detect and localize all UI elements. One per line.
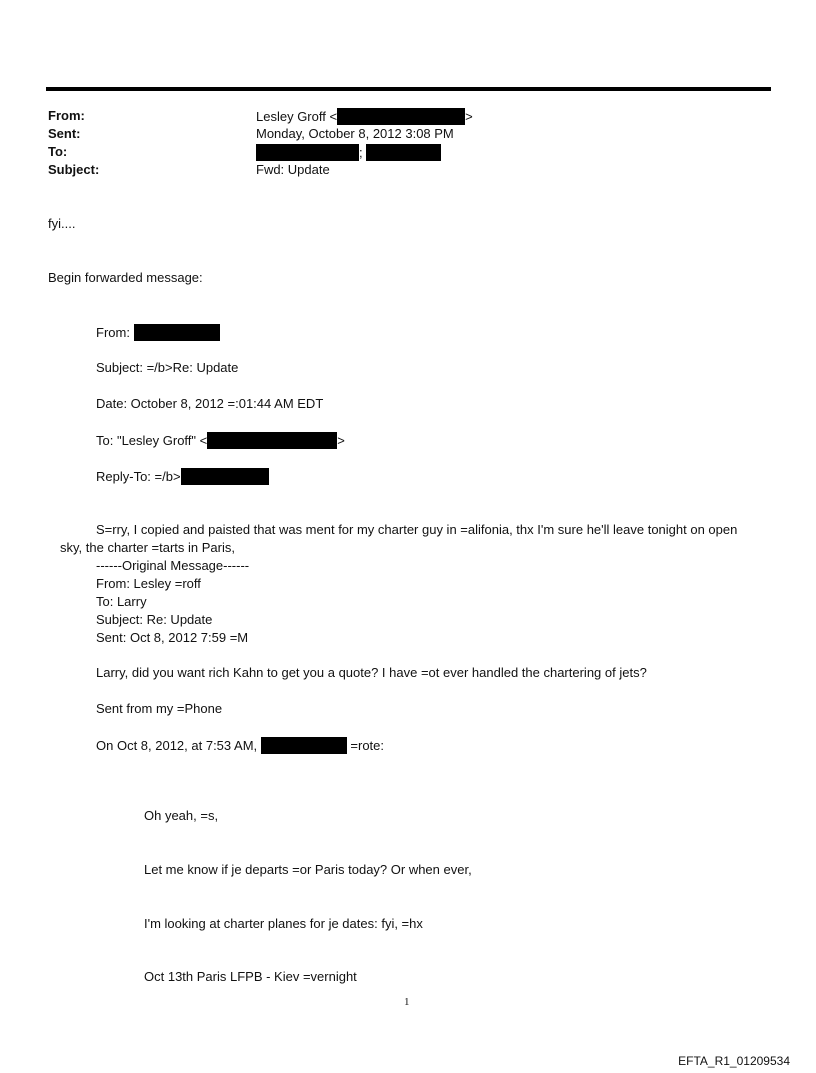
fwd-replyto: [96, 468, 269, 485]
redaction-box: [366, 144, 441, 161]
original-to: To: Larry: [96, 594, 147, 609]
fwd-from-label: From:: [96, 325, 130, 340]
original-sent: Sent: Oct 8, 2012 7:59 =M: [96, 630, 249, 645]
fwd-to: [96, 432, 345, 449]
on-date-suffix: =rote:: [350, 738, 385, 753]
larry-question: Larry, did you want rich Kahn to get you a quote? I have =ot ever handled the chartering of jets?: [96, 665, 647, 680]
from-bracket: >: [465, 109, 473, 124]
sent-from-phone: Sent from my =Phone: [96, 701, 223, 716]
to-label: To:: [48, 144, 68, 159]
redaction-box: [207, 432, 337, 449]
from-label: From:: [48, 108, 85, 123]
intro-text: fyi....: [48, 216, 76, 231]
quote-line-3: I'm looking at charter planes for je dates: fyi, =hx: [144, 916, 423, 931]
sent-value: Monday, October 8, 2012 3:08 PM: [256, 126, 454, 141]
fwd-to-suffix: >: [337, 433, 345, 448]
begin-forwarded: Begin forwarded message:: [48, 270, 203, 285]
fwd-from: [96, 324, 220, 341]
subject-label: Subject:: [48, 162, 100, 177]
quote-line-1: Oh yeah, =s,: [144, 808, 219, 823]
quote-line-2: Let me know if je departs =or Paris today? Or when ever,: [144, 862, 472, 877]
fwd-replyto-prefix: Reply-To: =/b>: [96, 469, 181, 484]
redaction-box: [256, 144, 359, 161]
document-id: EFTA_R1_01209534: [678, 1054, 790, 1068]
to-separator: ;: [359, 145, 363, 160]
redaction-box: [337, 108, 465, 125]
fwd-date: Date: October 8, 2012 =:01:44 AM EDT: [96, 396, 324, 411]
redaction-box: [181, 468, 269, 485]
on-date-wrote: [96, 737, 384, 754]
sent-label: Sent:: [48, 126, 81, 141]
fwd-subject: Subject: =/b>Re: Update: [96, 360, 239, 375]
original-message-divider: ------Original Message------: [96, 558, 250, 573]
to-value: [256, 144, 441, 161]
original-subject: Subject: Re: Update: [96, 612, 213, 627]
original-from: From: Lesley =roff: [96, 576, 201, 591]
paragraph-line-1: S=rry, I copied and paisted that was ment for my charter guy in =alifonia, thx I'm sure he'll leave tonight on open: [96, 522, 738, 537]
page-number: 1: [404, 996, 410, 1008]
redaction-box: [261, 737, 347, 754]
on-date-prefix: On Oct 8, 2012, at 7:53 AM,: [96, 738, 258, 753]
paragraph-line-2: sky, the charter =tarts in Paris,: [60, 540, 235, 555]
header-rule: [46, 87, 771, 91]
from-name: Lesley Groff <: [256, 109, 338, 124]
fwd-to-prefix: To: "Lesley Groff" <: [96, 433, 208, 448]
from-value: [256, 108, 473, 125]
redaction-box: [134, 324, 220, 341]
subject-value: Fwd: Update: [256, 162, 330, 177]
quote-line-4: Oct 13th Paris LFPB - Kiev =vernight: [144, 969, 357, 984]
